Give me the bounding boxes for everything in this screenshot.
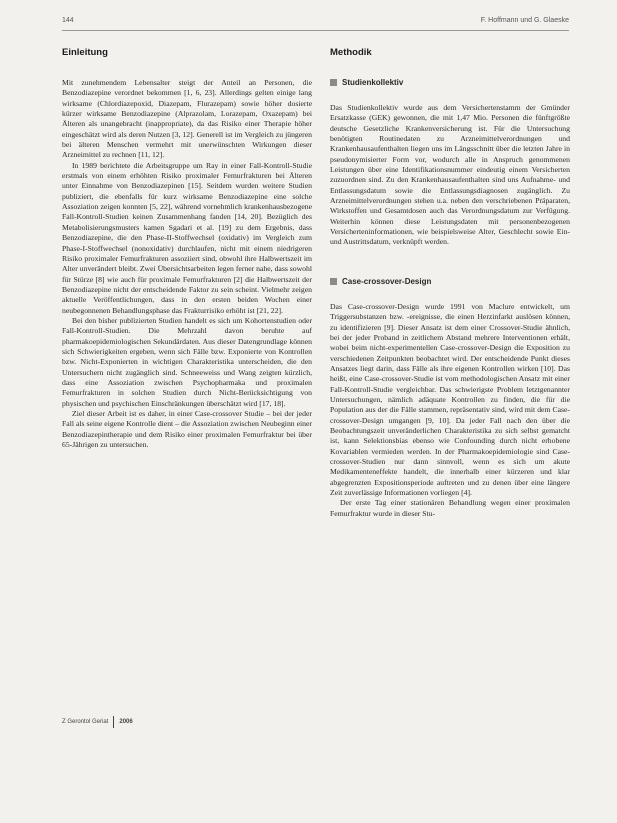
section-heading-methodik: Methodik xyxy=(330,47,372,58)
footer xyxy=(62,716,133,728)
left-column xyxy=(62,47,312,450)
square-bullet-icon xyxy=(330,278,337,285)
methods-paragraph-3: Der erste Tag einer stationären Behandlung wegen einer proximalen Femurfraktur wurde in dieser Stu- xyxy=(330,498,570,518)
header-rule xyxy=(62,30,569,31)
intro-paragraph-4: Ziel dieser Arbeit ist es daher, in einer Case-crossover Studie – bei der jeder Fall als seine eigene Kontrolle dient – die Assoziation zwischen Neubeginn einer Benzodiazepintherapie und dem Risiko einer proximalen Femurfraktur bei über 65-Jährigen zu untersuchen. xyxy=(62,409,312,450)
subheading-label: Case-crossover-Design xyxy=(342,276,432,286)
intro-paragraph-2: In 1989 berichtete die Arbeitsgruppe um Ray in einer Fall-Kontroll-Studie erstmals von einem erhöhten Risiko proximaler Femurfrakturen bei Älteren unter Einnahme von Benzodiazepinen [15]. Seitdem wurden weitere Studien publiziert, die ebenfalls für kurz wirksame Benzodiazepine eine solche Assoziation zeigen konnten [5, 22], während vornehmlich krankenhausbezogene Fall-Kontroll-Studien keinen Zusammenhang fanden [14, 20]. Bezüglich des Metabolisierungsmusters kamen Sgadari et al. [19] zu dem Ergebnis, dass Benzodiazepine, die den Phase-II-Stoffwechsel (oxidativ) im Vergleich zum Phase-I-Stoffwechsel (nonoxidativ) durchlaufen, nicht mit einem niedrigeren Risiko proximaler Femurfrakturen assoziiert sind, obwohl ihre Halbwertszeit im Alter unverändert bleibt. Zwei Übersichtsarbeiten legen ferner nahe, dass sowohl für Stürze [8] wie auch für proximale Femurfrakturen [2] die Halbwertszeit der Benzodiazepine nicht der entscheidende Faktor zu sein scheint. Vielmehr zeigen aktuelle Veröffentlichungen, dass in den ersten beiden Wochen einer neubegonnenen Behandlungsphase das Frakturrisiko erhöht ist [21, 22]. xyxy=(62,160,312,315)
page-number: 144 xyxy=(62,17,74,24)
journal-year: 2006 xyxy=(119,719,133,725)
intro-paragraph-1: Mit zunehmendem Lebensalter steigt der Anteil an Personen, die Benzodiazepine verordnet bekommen [1, 6, 23]. Allerdings gelten einige lang wirksame (Chlordiazepoxid, Diazepam, Flurazepam) sowie höher dosierte kürzer wirksame Benzodiazepine (Alprazolam, Lorazepam, Oxazepam) bei Älteren als unangebracht (inappropriate), da das Risiko einer Therapie höher eingeschätzt wird als deren Nutzen [3, 12]. Generell ist im Vergleich zu jüngeren bei älteren Menschen vermehrt mit unerwünschten Wirkungen dieser Arzneimittel zu rechnen [11, 12]. xyxy=(62,78,312,160)
methods-paragraph-2: Das Case-crossover-Design wurde 1991 von Maclure entwickelt, um Triggersubstanzen bzw. -ereignisse, die einen Herzinfarkt auslösen können, zu identifizieren [9]. Dieser Ansatz ist dem einer Crossover-Studie ähnlich, bei der jeder Proband in zeitlichem Abstand mehrere Interventionen erhält, wobei beim nicht-experimentellen Case-crossover-Design die Exposition zu verschiedenen Zeitpunkten beobachtet wird. Der entscheidende Punkt dieses Ansatzes liegt darin, dass Fälle als ihre eigenen Kontrollen wirken [10]. Das heißt, eine Case-crossover-Studie ist vom methodologischen Ansatz mit einer Fall-Kontroll-Studie vergleichbar. Das schwierigste Problem letztgenannter Untersuchungen, nämlich adäquate Kontrollen zu finden, die für die Population aus der die Fälle stammen, repräsentativ sind, wird mit dem Case-crossover-Design umgangen [9, 10]. Da jeder Fall nach den über die Beobachtungszeit unveränderlichen Charakteristika zu sich selbst gematcht ist, kann Selektionsbias ebenso wie Confounding durch nicht erhobene Kovariablen vermieden werden. In der Pharmakoepidemiologie sind Case-crossover-Studien nur dann sinnvoll, wenn es sich um akute Medikamenteneffekte handelt, die innerhalb einer kürzeren und klar abgegrenzten Expositionsperiode auftreten und zu denen über eine längere Zeit zuverlässige Informationen vorliegen [4]. xyxy=(330,301,570,497)
subheading-case-crossover xyxy=(330,277,570,286)
footer-divider xyxy=(113,716,114,728)
methods-paragraph-1: Das Studienkollektiv wurde aus dem Versichertenstamm der Gmünder Ersatzkasse (GEK) gewonnen, die mit 1,47 Mio. Personen die fünftgrößte deutsche Gesetzliche Krankenversicherung ist. Für die Untersuchung benötigten Routinedaten zu Arzneimittelverordnungen und Krankenhausaufenthalten liegen uns im Längsschnitt über die letzten Jahre in pseudonymisierter Form vor, wodurch alle in Anspruch genommenen Leistungen über eine Identifikationsnummer eindeutig einem Versicherten zuzuordnen sind. Zu den Krankenhausaufenthalten sind uns Aufnahme- und Entlassungsdatum sowie die Entlassungsdiagnosen zugänglich. Zu Arzneimittelverordnungen stehen u.a. neben den verschriebenen Präparaten, Wirkstoffen und Gesamtdosen auch das Verordnungsdatum zur Verfügung. Weiterhin können diese Leistungsdaten mit personenbezogenen Versicherteninformationen, wie beispielsweise Alter, Geschlecht sowie Ein- und Austrittsdatum, verknüpft werden. xyxy=(330,103,570,247)
subheading-studienkollektiv xyxy=(330,78,570,87)
journal-name: Z Gerontol Geriat xyxy=(62,719,109,725)
section-heading-einleitung: Einleitung xyxy=(62,47,108,58)
running-authors: F. Hoffmann und G. Glaeske xyxy=(480,17,569,24)
intro-paragraph-3: Bei den bisher publizierten Studien handelt es sich um Kohortenstudien oder Fall-Kontroll-Studien. Die Mehrzahl davon beruhte auf pharmakoepidemiologischen Sekundärdaten. Aus dieser Datengrundlage können sich Schwierigkeiten ergeben, wenn sich Fälle bzw. Exponierte von Kontrollen bzw. Nicht-Exponierten in wichtigen Charakteristika unterscheiden, die den Untersuchern nicht zugänglich sind. Schneeweiss und Wang zeigten kürzlich, dass eine Assoziation zwischen Psychopharmaka und proximalen Femurfrakturen in solchen Studien durch Nicht-Berücksichtigung von physischen und psychischen Einschränkungen überschätzt wird [17, 18]. xyxy=(62,315,312,408)
subheading-label: Studienkollektiv xyxy=(342,78,404,87)
running-header xyxy=(62,17,569,29)
right-column xyxy=(330,47,570,519)
square-bullet-icon xyxy=(330,79,337,86)
